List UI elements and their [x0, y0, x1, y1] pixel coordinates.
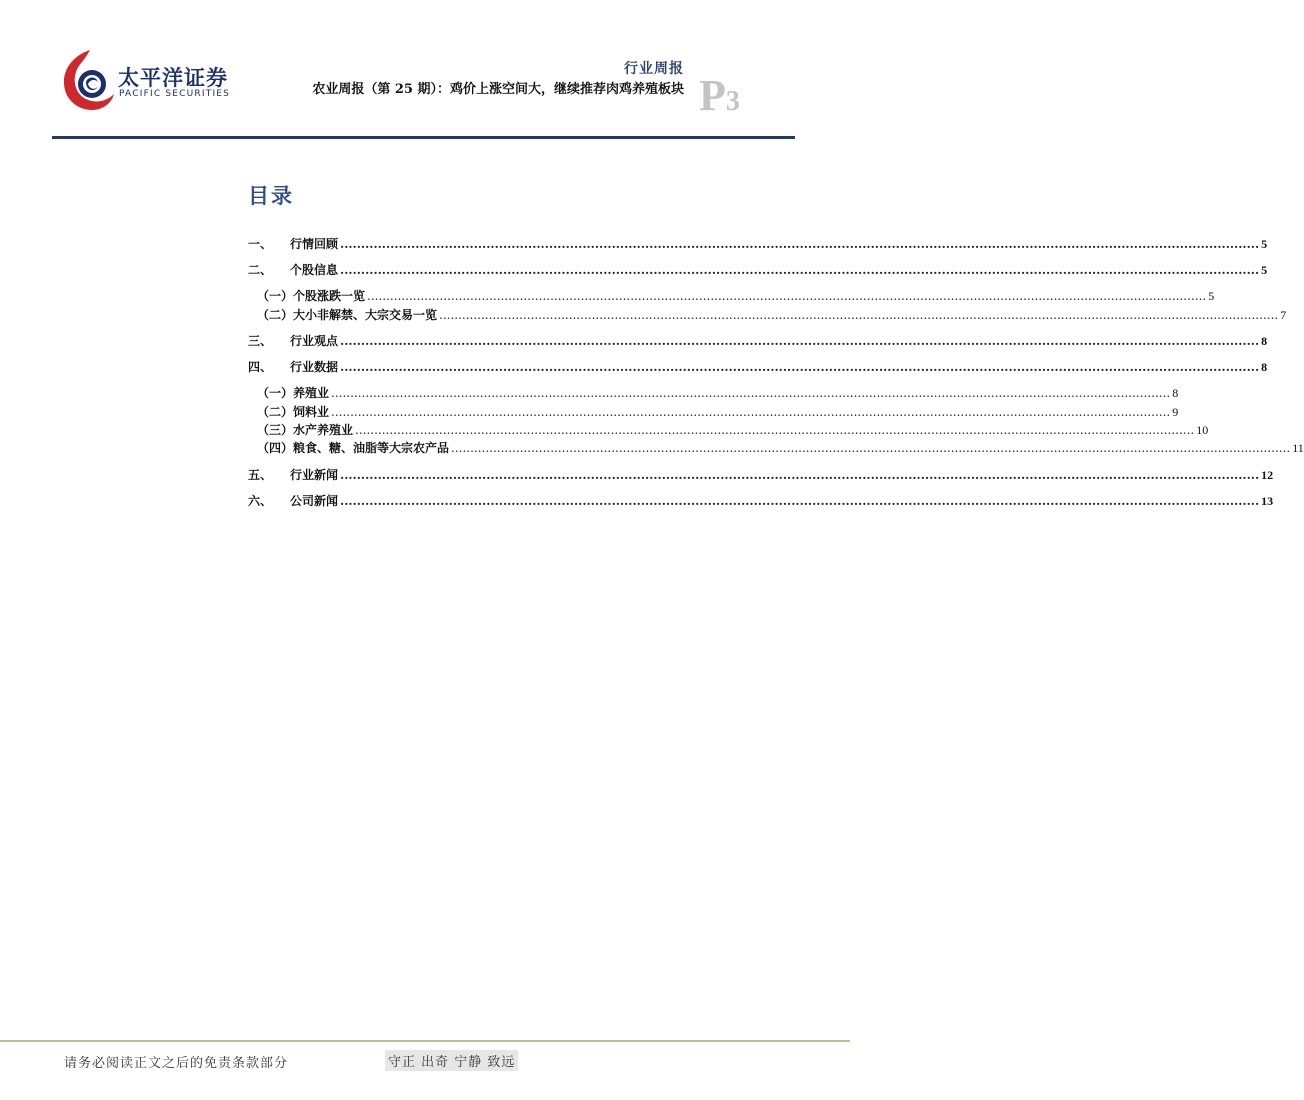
page-digit: 3	[725, 86, 740, 117]
toc-leader-dots: ............................................................................................................................................................................................................................	[367, 289, 1207, 303]
toc-entry-title: 行业观点	[290, 334, 339, 348]
toc-entry-page: 8	[1172, 386, 1179, 400]
toc-entry-page: 9	[1172, 405, 1179, 419]
toc-entry[interactable]	[248, 235, 1268, 252]
pacific-securities-logo-icon	[60, 46, 116, 114]
toc-leader-dots: ............................................................................................................................................................................................................................	[340, 334, 1260, 348]
toc-heading: 目录	[248, 183, 294, 208]
toc-entry-page: 8	[1261, 360, 1268, 374]
toc-leader-dots: ............................................................................................................................................................................................................................	[451, 441, 1291, 455]
toc-leader-dots: ............................................................................................................................................................................................................................	[340, 237, 1260, 251]
toc-entry-number: 二、	[248, 263, 273, 277]
toc-entry-number: 六、	[248, 494, 273, 508]
toc-leader-dots: ............................................................................................................................................................................................................................	[331, 386, 1171, 400]
toc-entry-title: （一）个股涨跌一览	[257, 289, 366, 303]
toc-entry-title: 公司新闻	[290, 494, 339, 508]
toc-entry-title: 行情回顾	[290, 237, 339, 251]
header-divider	[52, 136, 795, 139]
company-logo	[60, 46, 231, 116]
toc-entry[interactable]	[248, 492, 1274, 509]
toc-subentry[interactable]	[257, 384, 1179, 401]
toc-subentry[interactable]	[257, 421, 1209, 438]
toc-leader-dots: ............................................................................................................................................................................................................................	[340, 360, 1260, 374]
footer-disclaimer: 请务必阅读正文之后的免责条款部分	[64, 1056, 289, 1071]
toc-entry-page: 5	[1208, 289, 1215, 303]
footer-divider	[0, 1040, 850, 1042]
logo-chinese-name: 太平洋证券	[118, 66, 228, 90]
toc-subentry[interactable]	[257, 439, 1304, 456]
toc-entry-title: 行业数据	[290, 360, 339, 374]
toc-entry-title: （二）大小非解禁、大宗交易一览	[257, 308, 438, 322]
toc-entry-page: 11	[1292, 441, 1304, 455]
toc-entry[interactable]	[248, 466, 1274, 483]
toc-subentry[interactable]	[257, 306, 1287, 323]
toc-entry-title: （三）水产养殖业	[257, 423, 354, 437]
toc-entry-page: 5	[1261, 263, 1268, 277]
toc-leader-dots: ............................................................................................................................................................................................................................	[439, 308, 1279, 322]
page-number	[699, 70, 740, 121]
toc-entry-page: 8	[1261, 334, 1268, 348]
toc-entry[interactable]	[248, 358, 1268, 375]
toc-entry-title: 行业新闻	[290, 468, 339, 482]
toc-entry-number: 三、	[248, 334, 273, 348]
toc-leader-dots: ............................................................................................................................................................................................................................	[355, 423, 1195, 437]
report-title: 农业周报（第 25 期）：鸡价上涨空间大，继续推荐肉鸡养殖板块	[312, 82, 684, 97]
toc-entry-number: 四、	[248, 360, 273, 374]
toc-entry-number: 五、	[248, 468, 273, 482]
footer-motto: 守正 出奇 宁静 致远	[385, 1050, 518, 1071]
toc-leader-dots: ............................................................................................................................................................................................................................	[340, 263, 1260, 277]
toc-entry-page: 5	[1261, 237, 1268, 251]
toc-entry-page: 13	[1261, 494, 1274, 508]
toc-entry-page: 7	[1280, 308, 1287, 322]
logo-english-name: PACIFIC SECURITIES	[119, 89, 231, 99]
toc-leader-dots: ............................................................................................................................................................................................................................	[340, 494, 1260, 508]
toc-entry-number: 一、	[248, 237, 273, 251]
toc-entry-title: （二）饲料业	[257, 405, 330, 419]
toc-entry-page: 10	[1196, 423, 1209, 437]
toc-entry[interactable]	[248, 261, 1268, 278]
toc-entry-title: （一）养殖业	[257, 386, 330, 400]
toc-entry-page: 12	[1261, 468, 1274, 482]
page-letter: P	[699, 71, 726, 120]
toc-subentry[interactable]	[257, 403, 1179, 420]
toc-leader-dots: ............................................................................................................................................................................................................................	[340, 468, 1260, 482]
toc-entry-title: 个股信息	[290, 263, 339, 277]
toc-entry-title: （四）粮食、糖、油脂等大宗农产品	[257, 441, 450, 455]
toc-entry[interactable]	[248, 332, 1268, 349]
toc-leader-dots: ............................................................................................................................................................................................................................	[331, 405, 1171, 419]
report-category: 行业周报	[624, 61, 684, 77]
toc-subentry[interactable]	[257, 287, 1215, 304]
